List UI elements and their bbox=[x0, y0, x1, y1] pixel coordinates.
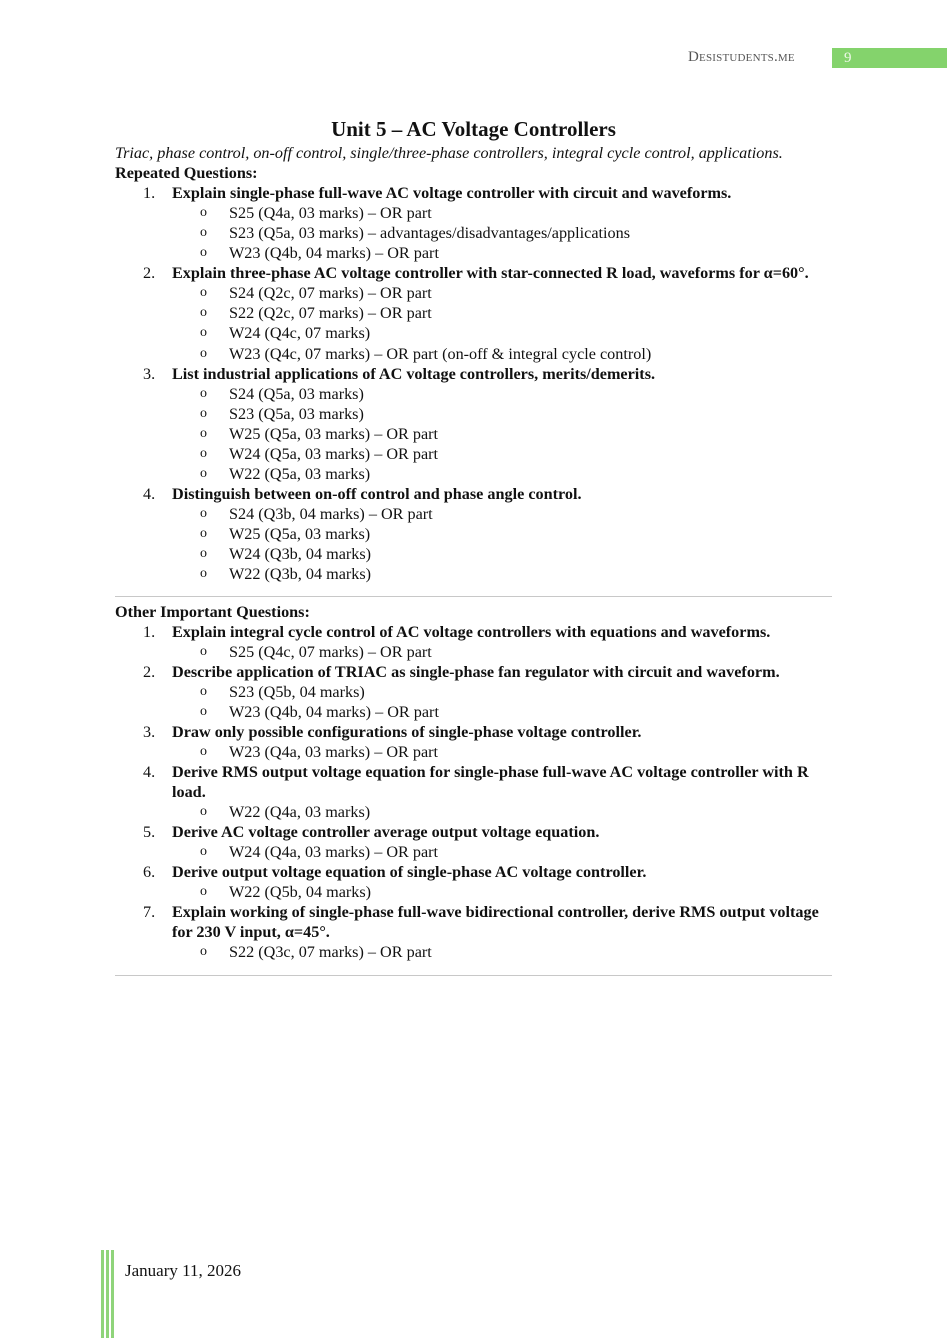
exam-reference-text: S24 (Q5a, 03 marks) bbox=[229, 384, 364, 403]
question-text: Explain integral cycle control of AC voltage controllers with equations and waveforms. bbox=[172, 622, 771, 641]
exam-reference-text: S25 (Q4a, 03 marks) – OR part bbox=[229, 204, 432, 222]
question-item bbox=[115, 662, 832, 722]
document-title: Unit 5 – AC Voltage Controllers bbox=[331, 117, 616, 141]
hollow-bullet-icon: o bbox=[200, 506, 207, 522]
question-number: 1. bbox=[143, 622, 156, 641]
exam-reference-text: W23 (Q4b, 04 marks) – OR part bbox=[229, 702, 439, 721]
exam-reference-item bbox=[172, 504, 832, 524]
question-item bbox=[115, 722, 832, 762]
exam-reference-text: W24 (Q4c, 07 marks) bbox=[229, 324, 371, 343]
exam-reference-list bbox=[172, 842, 832, 862]
hollow-bullet-icon: o bbox=[200, 683, 207, 699]
question-item bbox=[115, 183, 832, 263]
exam-reference-item bbox=[172, 303, 832, 323]
exam-reference-text: S25 (Q4c, 07 marks) – OR part bbox=[229, 642, 432, 661]
exam-reference-list bbox=[172, 384, 832, 484]
exam-reference-text: W22 (Q4a, 03 marks) bbox=[229, 802, 371, 821]
question-text: Explain single-phase full-wave AC voltage controller with circuit and waveforms. bbox=[172, 184, 732, 202]
hollow-bullet-icon: o bbox=[200, 743, 207, 759]
question-number: 6. bbox=[143, 863, 156, 882]
question-text: Distinguish between on-off control and phase angle control. bbox=[172, 485, 582, 504]
question-text: List industrial applications of AC voltage controllers, merits/demerits. bbox=[172, 364, 656, 383]
exam-reference-item bbox=[172, 283, 832, 303]
exam-reference-text: S23 (Q5b, 04 marks) bbox=[229, 682, 365, 701]
hollow-bullet-icon: o bbox=[200, 884, 207, 900]
question-item bbox=[115, 364, 832, 484]
question-list bbox=[115, 622, 832, 963]
hollow-bullet-icon: o bbox=[200, 345, 207, 361]
exam-reference-text: W23 (Q4c, 07 marks) – OR part (on-off & integral cycle control) bbox=[229, 344, 652, 363]
exam-reference-text: S23 (Q5a, 03 marks) – advantages/disadvantages/applications bbox=[229, 224, 630, 243]
section-heading: Repeated Questions: bbox=[115, 164, 258, 182]
hollow-bullet-icon: o bbox=[200, 546, 207, 562]
exam-reference-item bbox=[172, 742, 832, 762]
hollow-bullet-icon: o bbox=[200, 305, 207, 321]
exam-reference-item bbox=[172, 942, 832, 962]
hollow-bullet-icon: o bbox=[200, 325, 207, 341]
exam-reference-text: S22 (Q3c, 07 marks) – OR part bbox=[229, 943, 432, 962]
section-heading: Other Important Questions: bbox=[115, 602, 310, 621]
hollow-bullet-icon: o bbox=[200, 466, 207, 482]
hollow-bullet-icon: o bbox=[200, 703, 207, 719]
question-number: 5. bbox=[143, 822, 156, 841]
question-item bbox=[115, 862, 832, 902]
exam-reference-item bbox=[172, 384, 832, 404]
exam-reference-text: W25 (Q5a, 03 marks) – OR part bbox=[229, 424, 439, 443]
hollow-bullet-icon: o bbox=[200, 944, 207, 960]
hollow-bullet-icon: o bbox=[200, 643, 207, 659]
exam-reference-text: S23 (Q5a, 03 marks) bbox=[229, 404, 364, 423]
exam-reference-item bbox=[172, 524, 832, 544]
hollow-bullet-icon: o bbox=[200, 803, 207, 819]
exam-reference-item bbox=[172, 842, 832, 862]
hollow-bullet-icon: o bbox=[200, 245, 207, 261]
exam-reference-text: W25 (Q5a, 03 marks) bbox=[229, 525, 371, 544]
footer-bar bbox=[106, 1250, 109, 1338]
exam-reference-item bbox=[172, 802, 832, 822]
hollow-bullet-icon: o bbox=[200, 425, 207, 441]
exam-reference-text: W22 (Q5a, 03 marks) bbox=[229, 465, 371, 484]
hollow-bullet-icon: o bbox=[200, 843, 207, 859]
footer-date: January 11, 2026 bbox=[125, 1261, 241, 1280]
page-number-badge: 9 bbox=[832, 48, 947, 68]
exam-reference-text: S22 (Q2c, 07 marks) – OR part bbox=[229, 304, 432, 323]
exam-reference-text: W23 (Q4a, 03 marks) – OR part bbox=[229, 742, 439, 761]
question-number: 7. bbox=[143, 903, 156, 922]
question-text: Explain working of single-phase full-wave bidirectional controller, derive RMS output voltage for 230 V input, α=45°. bbox=[172, 903, 819, 942]
exam-reference-item bbox=[172, 444, 832, 464]
exam-reference-list bbox=[172, 203, 832, 263]
question-text: Derive RMS output voltage equation for single-phase full-wave AC voltage controller with R load. bbox=[172, 762, 809, 801]
sections-container bbox=[115, 163, 832, 976]
exam-reference-list bbox=[172, 802, 832, 822]
exam-reference-item bbox=[172, 642, 832, 662]
exam-reference-text: S24 (Q3b, 04 marks) – OR part bbox=[229, 505, 433, 524]
question-list bbox=[115, 183, 832, 585]
question-item bbox=[115, 762, 832, 822]
question-number: 3. bbox=[143, 364, 156, 383]
question-text: Draw only possible configurations of single-phase voltage controller. bbox=[172, 722, 642, 741]
question-item bbox=[115, 263, 832, 363]
exam-reference-item bbox=[172, 424, 832, 444]
exam-reference-text: W22 (Q3b, 04 marks) bbox=[229, 565, 372, 584]
exam-reference-item bbox=[172, 702, 832, 722]
question-text: Describe application of TRIAC as single-phase fan regulator with circuit and waveform. bbox=[172, 662, 780, 681]
question-text: Derive AC voltage controller average output voltage equation. bbox=[172, 822, 600, 841]
exam-reference-item bbox=[172, 323, 832, 343]
exam-reference-item bbox=[172, 544, 832, 564]
exam-reference-item bbox=[172, 243, 832, 263]
exam-reference-item bbox=[172, 464, 832, 484]
document-subtitle: Triac, phase control, on-off control, single/three-phase controllers, integral cycle control, applications. bbox=[115, 144, 783, 162]
document-body bbox=[115, 115, 832, 981]
question-number: 3. bbox=[143, 722, 156, 741]
hollow-bullet-icon: o bbox=[200, 285, 207, 301]
exam-reference-text: S24 (Q2c, 07 marks) – OR part bbox=[229, 284, 432, 303]
exam-reference-text: W24 (Q4a, 03 marks) – OR part bbox=[229, 842, 439, 861]
footer-bar bbox=[111, 1250, 114, 1338]
exam-reference-list bbox=[172, 742, 832, 762]
question-item bbox=[115, 622, 832, 662]
question-text: Explain three-phase AC voltage controller with star-connected R load, waveforms for α=60°. bbox=[172, 264, 809, 283]
exam-reference-list bbox=[172, 283, 832, 363]
question-number: 1. bbox=[143, 184, 156, 202]
hollow-bullet-icon: o bbox=[200, 445, 207, 461]
hollow-bullet-icon: o bbox=[200, 405, 207, 421]
question-number: 4. bbox=[143, 762, 156, 781]
question-number: 4. bbox=[143, 485, 156, 504]
exam-reference-list bbox=[172, 504, 832, 584]
question-item bbox=[115, 484, 832, 584]
hollow-bullet-icon: o bbox=[200, 225, 207, 241]
exam-reference-list bbox=[172, 882, 832, 902]
exam-reference-list bbox=[172, 942, 832, 962]
exam-reference-item bbox=[172, 203, 832, 223]
question-item bbox=[115, 902, 832, 962]
exam-reference-text: W22 (Q5b, 04 marks) bbox=[229, 883, 372, 902]
hollow-bullet-icon: o bbox=[200, 566, 207, 582]
exam-reference-text: W24 (Q5a, 03 marks) – OR part bbox=[229, 444, 439, 463]
question-number: 2. bbox=[143, 264, 156, 283]
question-text: Derive output voltage equation of single-phase AC voltage controller. bbox=[172, 863, 647, 882]
exam-reference-item bbox=[172, 564, 832, 584]
hollow-bullet-icon: o bbox=[200, 385, 207, 401]
section-divider bbox=[115, 596, 832, 597]
exam-reference-item bbox=[172, 682, 832, 702]
exam-reference-list bbox=[172, 682, 832, 722]
footer-decorative-bars bbox=[101, 1250, 115, 1338]
exam-reference-text: W24 (Q3b, 04 marks) bbox=[229, 545, 372, 564]
exam-reference-item bbox=[172, 882, 832, 902]
footer-bar bbox=[101, 1250, 104, 1338]
header-site-name: Desistudents.me bbox=[688, 49, 795, 65]
exam-reference-text: W23 (Q4b, 04 marks) – OR part bbox=[229, 244, 439, 263]
exam-reference-item bbox=[172, 344, 832, 364]
exam-reference-list bbox=[172, 642, 832, 662]
hollow-bullet-icon: o bbox=[200, 526, 207, 542]
exam-reference-item bbox=[172, 404, 832, 424]
end-divider bbox=[115, 975, 832, 976]
question-item bbox=[115, 822, 832, 862]
hollow-bullet-icon: o bbox=[200, 205, 207, 220]
exam-reference-item bbox=[172, 223, 832, 243]
question-number: 2. bbox=[143, 662, 156, 681]
